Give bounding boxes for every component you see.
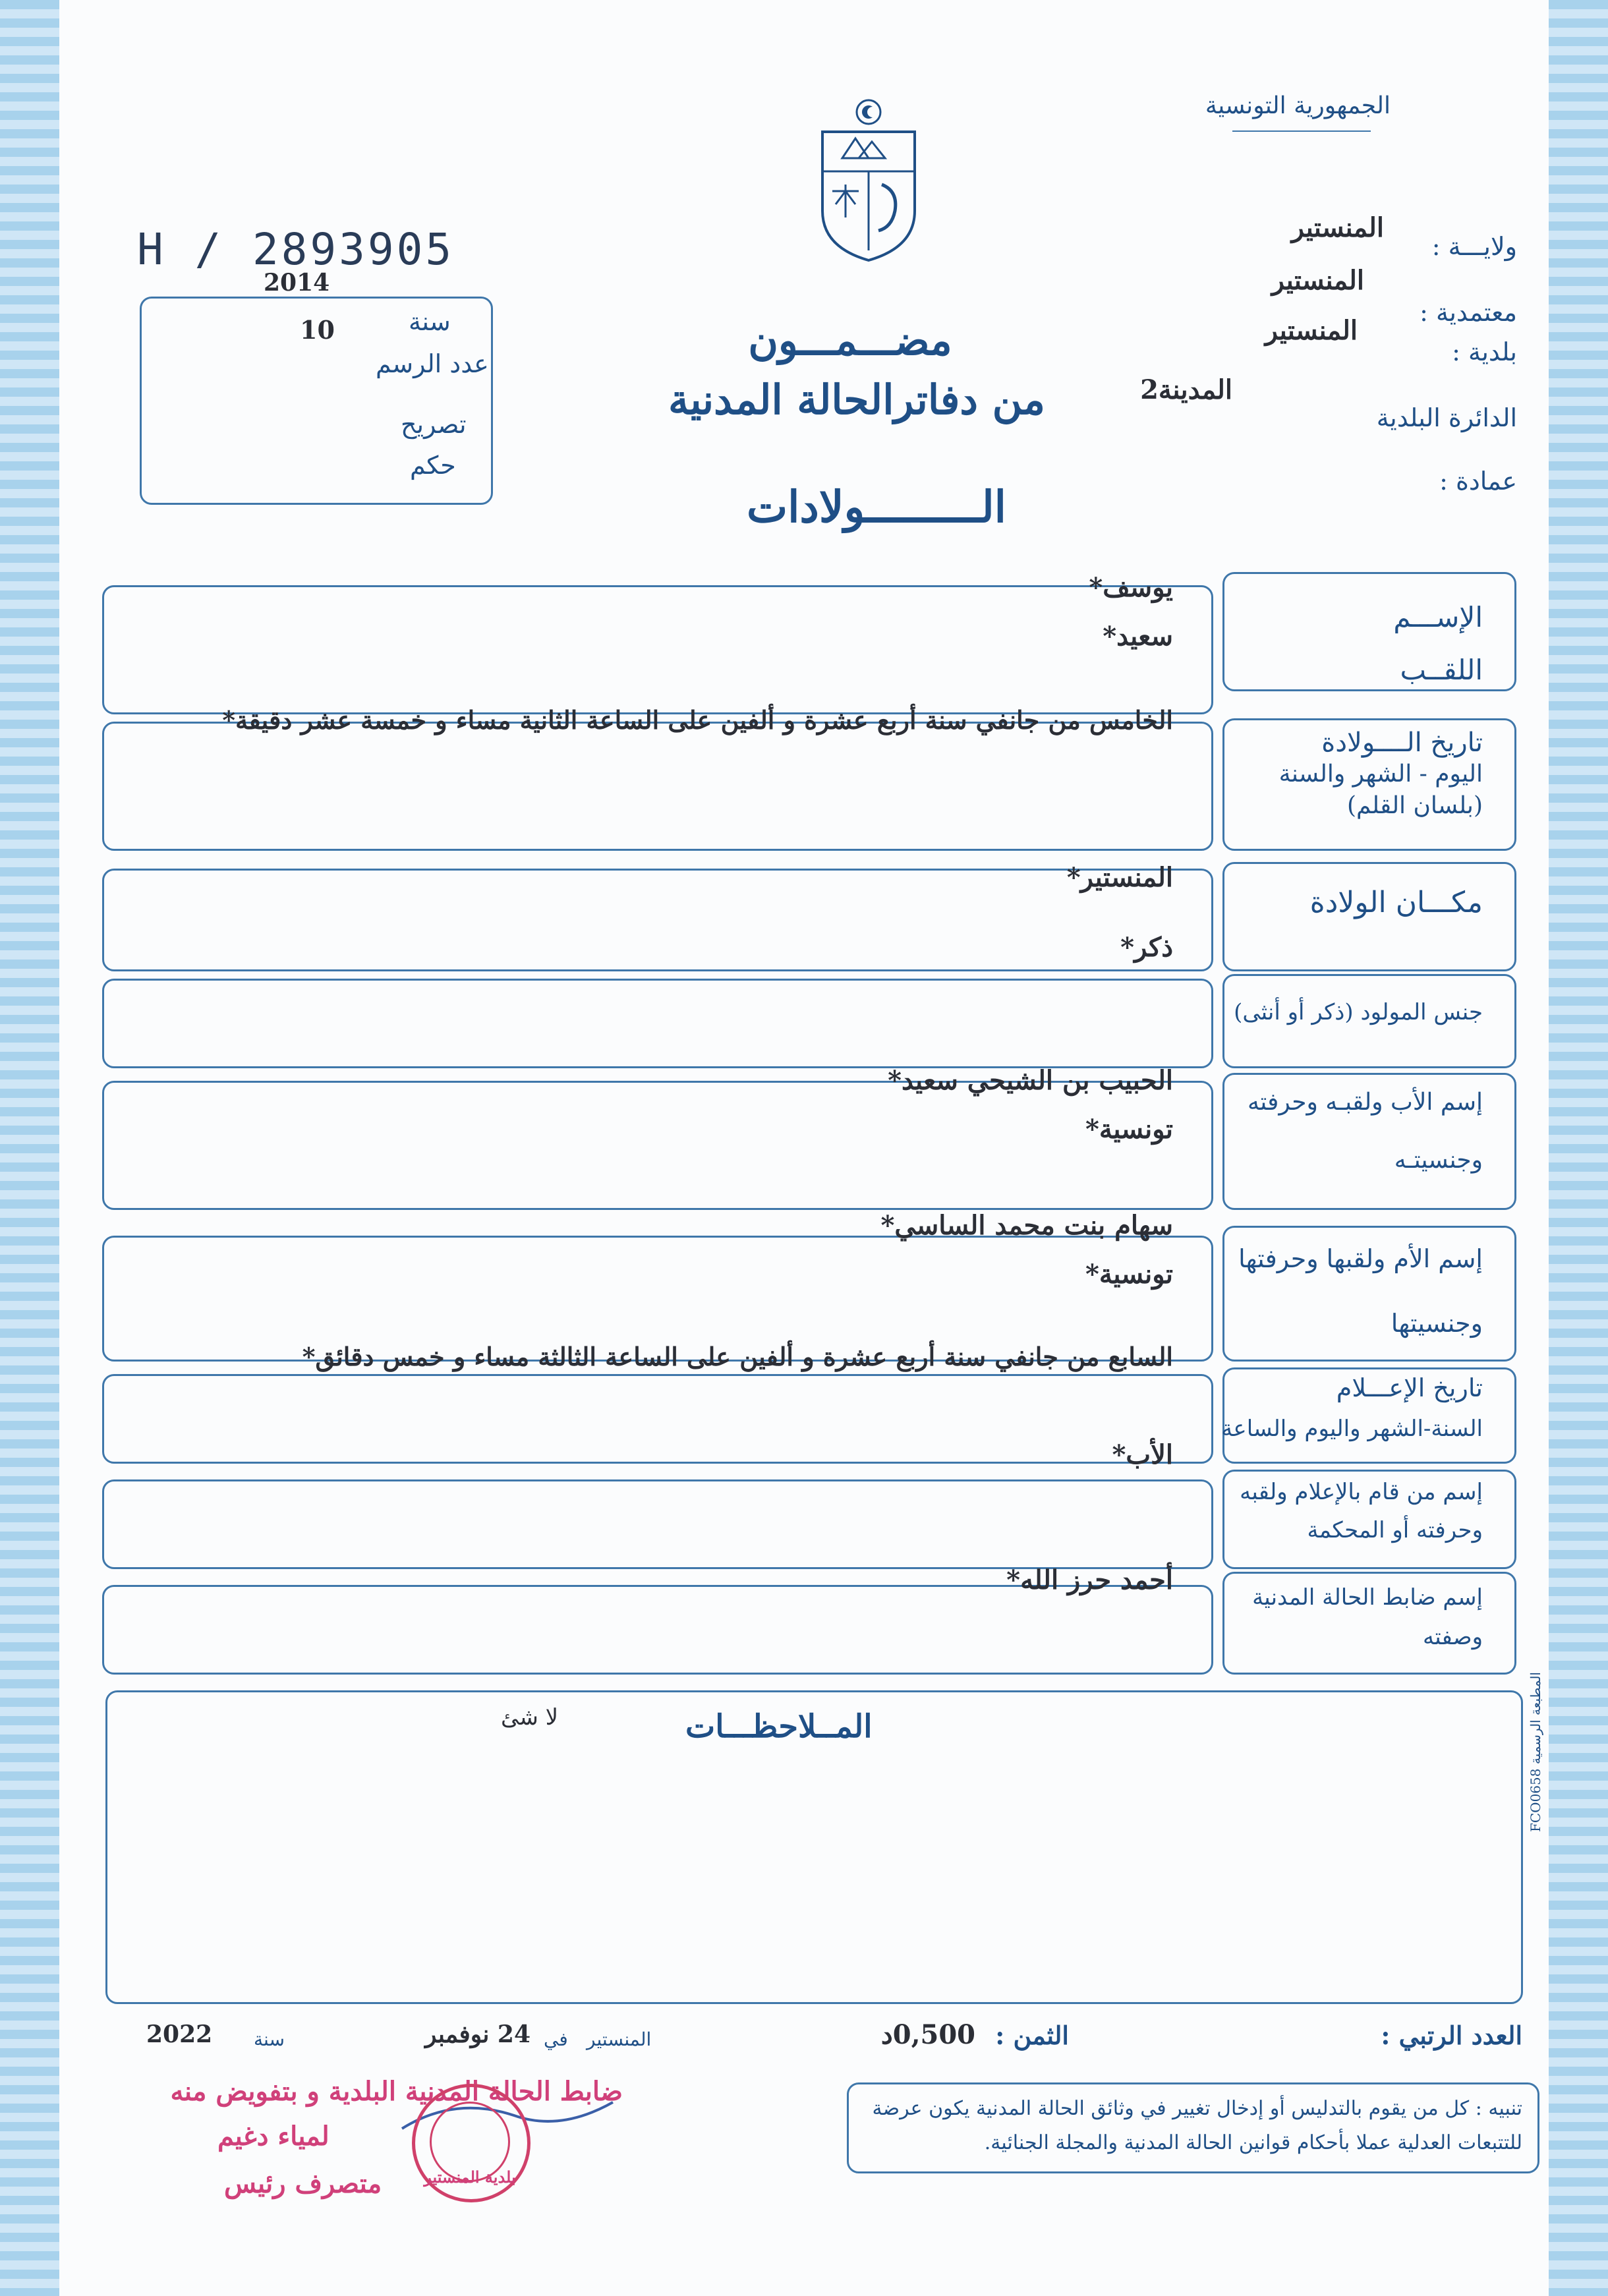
officer-label: إسم ضابط الحالة المدنية (1252, 1584, 1483, 1611)
title-content: مضـــمـــون (748, 316, 952, 364)
number-label: عدد الرسم (376, 349, 489, 378)
daira-label: الدائرة البلدية (1376, 403, 1517, 432)
father-value: الحبيب بن الشيحي سعيد* (888, 1065, 1173, 1096)
official-stamp (412, 2084, 531, 2202)
father-nationality-value: تونسية* (1085, 1114, 1173, 1145)
remarks-value: لا شئ (501, 1704, 559, 1731)
omada-label: عمادة : (1439, 467, 1517, 496)
remarks-label: المــلاحظـــات (685, 1708, 873, 1745)
title-births: الـــــــــولادات (746, 481, 1007, 532)
gender-label: جنس المولود (ذكر أو أنثى) (1234, 999, 1483, 1025)
declaration-date-sub-label: السنة-الشهر واليوم والساعة (1221, 1416, 1483, 1442)
footer-day-month: 24 نوفمبر (425, 2021, 531, 2048)
year-value: 2014 (264, 269, 330, 297)
footer-on: في (544, 2028, 568, 2050)
surname-value: سعيد* (1103, 621, 1173, 652)
gender-value-box (102, 979, 1213, 1068)
year-label: سنة (409, 307, 451, 336)
father-label: إسم الأب ولقبـه وحرفته (1247, 1089, 1483, 1116)
birth-date-value-box (102, 722, 1213, 851)
declarant-value: الأب* (1112, 1439, 1173, 1470)
birth-place-value-box (102, 869, 1213, 971)
header-underline (1232, 130, 1371, 132)
baladia-label: بلدية : (1452, 337, 1517, 366)
serial-number: H / 2893905 (137, 224, 455, 275)
father-value-box (102, 1081, 1213, 1210)
officer-signature-title: متصرف رئيس (224, 2168, 382, 2199)
footer-place: المنستير (587, 2028, 652, 2050)
wilaya-label: ولايـــة : (1431, 232, 1517, 261)
mother-label: إسم الأم ولقبها وحرفتها (1238, 1244, 1483, 1273)
declarant-label: إسم من قام بالإعلام ولقبه (1240, 1479, 1483, 1505)
birth-date-value: الخامس من جانفي سنة أربع عشرة و ألفين على الساعة الثانية مساء و خمسة عشر دقيقة* (222, 705, 1173, 735)
motamadia-label: معتمدية : (1420, 298, 1517, 327)
declaration-date-label: تاريخ الإعـــلام (1336, 1373, 1483, 1402)
birth-date-sub-label: اليوم - الشهر والسنة (1278, 761, 1483, 788)
title-registers: من دفاترالحالة المدنية (668, 376, 1046, 424)
wilaya-value: المنستير (1291, 212, 1384, 243)
officer-signature-name: لمياء دغيم (217, 2121, 330, 2152)
daira-value: المدينة2 (1140, 374, 1232, 405)
name-value-box (102, 585, 1213, 714)
declaration-label: تصريح (401, 410, 467, 439)
declarant-value-box (102, 1479, 1213, 1569)
officer-value-box (102, 1585, 1213, 1675)
serial-number-label: العدد الرتبي : (1381, 2021, 1522, 2050)
tunisia-emblem-icon (816, 92, 921, 264)
mother-value: سهام بنت محمد الساسي* (880, 1210, 1173, 1241)
motamadia-value: المنستير (1271, 265, 1364, 296)
surname-label: اللقــب (1400, 654, 1483, 686)
mother-nationality-label: وجنسيتها (1391, 1309, 1483, 1338)
officer-value: أحمد حرز الله* (1006, 1564, 1173, 1595)
gender-value: ذكر* (1120, 932, 1173, 963)
printer-mark: المطبعة الرسمية FCO0658 (1528, 1672, 1543, 1832)
republic-header: الجمهورية التونسية (1205, 92, 1391, 119)
officer-signature-line1: ضابط الحالة المدنية البلدية و بتفويض منه (170, 2076, 623, 2107)
baladia-value: المنستير (1265, 315, 1358, 346)
declaration-date-value-box (102, 1374, 1213, 1464)
father-nationality-label: وجنسيتـه (1394, 1147, 1483, 1174)
declaration-date-value: السابع من جانفي سنة أربع عشرة و ألفين على الساعة الثالثة مساء و خمس دقائق* (302, 1342, 1173, 1371)
birth-place-label: مكـــان الولادة (1309, 886, 1483, 919)
warning-line2: للتتبعات العدلية عملا بأحكام قوانين الحالة المدنية والمجلة الجنائية. (984, 2131, 1522, 2154)
birth-place-value: المنستير* (1066, 862, 1173, 893)
warning-box (847, 2082, 1539, 2173)
judgment-label: حكم (410, 451, 456, 480)
birth-date-label: تاريخ الــــولادة (1321, 728, 1483, 758)
price-value: 0,500د (880, 2019, 975, 2050)
footer-year-value: 2022 (146, 2021, 213, 2048)
mother-nationality-value: تونسية* (1085, 1259, 1173, 1290)
stamp-text: بلدية المنستير (424, 2167, 516, 2187)
name-label: الإســـم (1393, 601, 1483, 633)
footer-year-label: سنة (254, 2028, 285, 2050)
price-label: الثمن : (995, 2021, 1069, 2050)
decorative-border-left (0, 0, 59, 2296)
warning-line1: تنبيه : كل من يقوم بالتدليس أو إدخال تغيير في وثائق الحالة المدنية يكون عرضة (872, 2097, 1522, 2120)
name-value: يوسف* (1089, 572, 1173, 603)
decorative-border-right (1549, 0, 1608, 2296)
officer-sub-label: وصفته (1423, 1624, 1483, 1650)
number-value: 10 (300, 315, 335, 345)
birth-date-words-label: (بلسان القلم) (1346, 792, 1483, 819)
declarant-sub-label: وحرفته أو المحكمة (1307, 1517, 1483, 1543)
